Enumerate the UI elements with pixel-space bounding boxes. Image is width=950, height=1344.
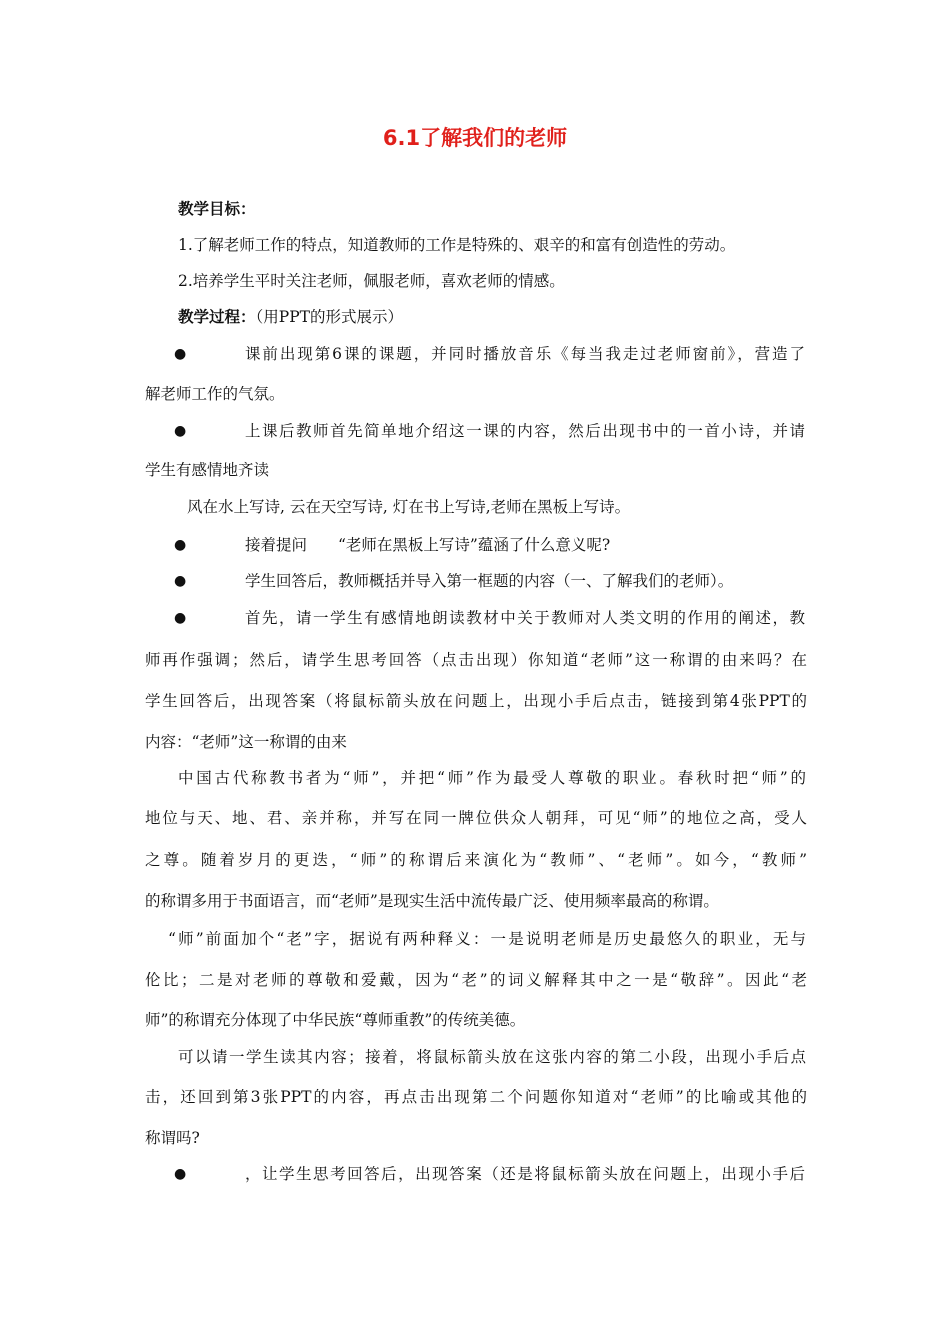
bullet-5-line-1: 首先，请一学生有感情地朗读教材中关于教师对人类文明的作用的阐述，教 — [245, 609, 805, 627]
goal-item-1: 1.了解老师工作的特点，知道教师的工作是特殊的、艰辛的和富有创造性的劳动。 — [178, 236, 736, 254]
paragraph-2-line-1: “师”前面加个“老”字，据说有两种释义：一是说明老师是历史最悠久的职业，无与 — [168, 930, 806, 948]
bullet-1-line-2: 解老师工作的气氛。 — [145, 385, 285, 403]
bullet-4-line-1: 学生回答后，教师概括并导入第一框题的内容（一、了解我们的老师）。 — [245, 572, 734, 590]
bullet-3-line-1: 接着提问 “老师在黑板上写诗”蕴涵了什么意义呢? — [245, 536, 611, 554]
paragraph-2-line-2: 伦比；二是对老师的尊敬和爱戴，因为“老”的词义解释其中之一是“敬辞”。因此“老 — [145, 971, 807, 989]
goals-heading: 教学目标： — [178, 200, 256, 218]
process-line — [178, 307, 840, 327]
poem-line: 风在水上写诗, 云在天空写诗, 灯在书上写诗,老师在黑板上写诗。 — [187, 498, 631, 516]
paragraph-1-line-2: 地位与天、地、君、亲并称，并写在同一牌位供众人朝拜，可见“师”的地位之高，受人 — [145, 809, 807, 827]
page-title: 6.1了解我们的老师 — [382, 126, 568, 150]
bullet-icon: ● — [174, 423, 187, 439]
paragraph-3-line-2: 击，还回到第3张PPT的内容，再点击出现第二个问题你知道对“老师”的比喻或其他的 — [145, 1088, 807, 1106]
goal-item-2: 2.培养学生平时关注老师，佩服老师，喜欢老师的情感。 — [178, 272, 565, 290]
bullet-2-line-2: 学生有感情地齐读 — [145, 461, 270, 479]
paragraph-1-line-3: 之尊。随着岁月的更迭，“师”的称谓后来演化为“教师”、“老师”。如今，“教师” — [145, 851, 807, 869]
process-note: （用PPT的形式展示） — [255, 308, 403, 326]
bullet-icon: ● — [174, 537, 187, 553]
bullet-icon: ● — [174, 1166, 187, 1182]
process-heading: 教学过程： — [178, 308, 256, 326]
paragraph-3-line-3: 称谓吗? — [145, 1129, 200, 1147]
bullet-icon: ● — [174, 573, 187, 589]
bullet-5-line-4: 内容：“老师”这一称谓的由来 — [145, 733, 347, 751]
bullet-6-line-1: ，让学生思考回答后，出现答案（还是将鼠标箭头放在问题上，出现小手后 — [245, 1165, 805, 1183]
bullet-5-line-2: 师再作强调；然后，请学生思考回答（点击出现）你知道“老师”这一称谓的由来吗？在 — [145, 651, 807, 669]
paragraph-3-line-1: 可以请一学生读其内容；接着，将鼠标箭头放在这张内容的第二小段，出现小手后点 — [178, 1048, 806, 1066]
paragraph-2-line-3: 师”的称谓充分体现了中华民族“尊师重教”的传统美德。 — [145, 1011, 526, 1029]
paragraph-1-line-1: 中国古代称教书者为“师”，并把“师”作为最受人尊敬的职业。春秋时把“师”的 — [178, 769, 806, 787]
paragraph-1-line-4: 的称谓多用于书面语言，而“老师”是现实生活中流传最广泛、使用频率最高的称谓。 — [145, 892, 719, 910]
bullet-icon: ● — [174, 610, 187, 626]
bullet-5-line-3: 学生回答后，出现答案（将鼠标箭头放在问题上，出现小手后点击，链接到第4张PPT的 — [145, 692, 807, 710]
bullet-1-line-1: 课前出现第6课的课题，并同时播放音乐《每当我走过老师窗前》，营造了 — [245, 345, 805, 363]
bullet-icon: ● — [174, 346, 187, 362]
bullet-2-line-1: 上课后教师首先简单地介绍这一课的内容，然后出现书中的一首小诗，并请 — [245, 422, 805, 440]
